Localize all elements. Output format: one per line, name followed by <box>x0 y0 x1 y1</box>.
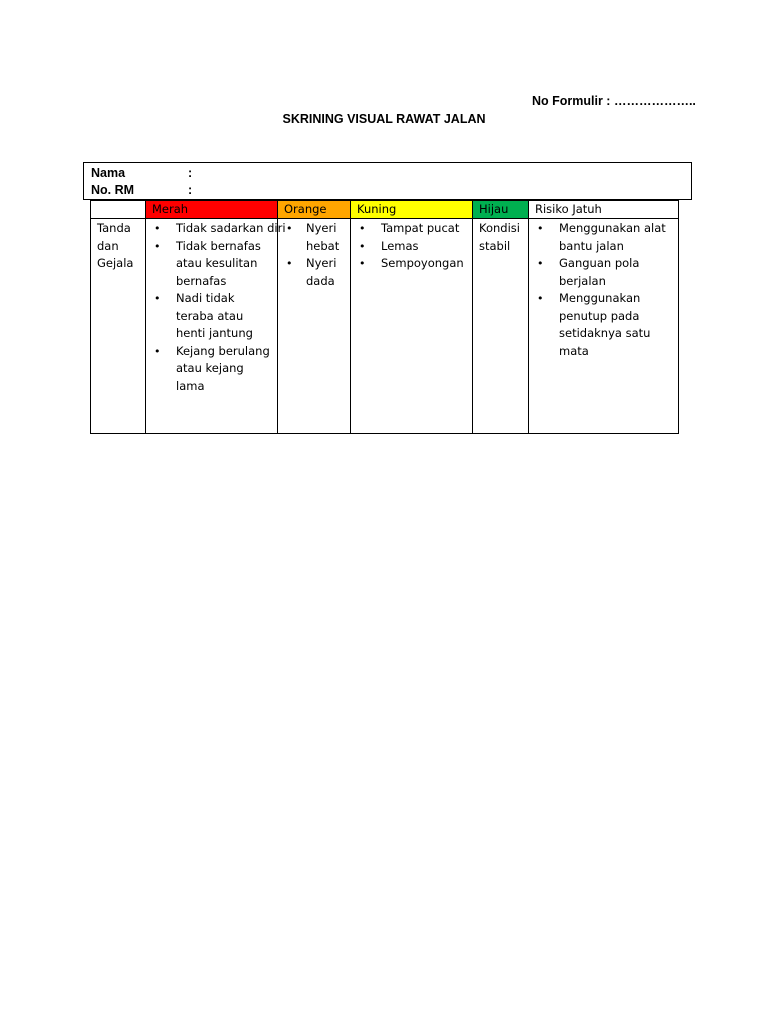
patient-name-colon: : <box>188 166 193 180</box>
orange-list <box>278 219 350 290</box>
table-header-row <box>91 201 679 219</box>
row-label: Tanda dan Gejala <box>97 221 134 270</box>
list-item: • Nyeri hebat <box>284 220 348 255</box>
header-empty-cell <box>91 201 146 219</box>
risiko-cell <box>529 219 679 434</box>
list-item: • Kejang berulang atau kejang lama <box>152 343 275 396</box>
list-item: • Sempoyongan <box>357 255 470 273</box>
form-number: No Formulir : ……………….. <box>532 94 696 108</box>
header-merah <box>146 201 278 219</box>
patient-rm-label: No. RM <box>91 183 135 197</box>
patient-rm-row <box>91 183 193 197</box>
list-item: • Lemas <box>357 238 470 256</box>
merah-list <box>146 219 286 395</box>
header-kuning <box>351 201 473 219</box>
hijau-text: Kondisi stabil <box>479 221 520 253</box>
risiko-list <box>529 219 678 360</box>
list-item: • Tidak sadarkan diri <box>152 220 275 238</box>
orange-cell <box>278 219 351 434</box>
header-risiko-label: Risiko Jatuh <box>529 201 678 218</box>
list-item: • Ganguan pola berjalan <box>535 255 676 290</box>
row-label-cell <box>91 219 146 434</box>
table-body-row <box>91 219 679 434</box>
list-item: • Tampat pucat <box>357 220 470 238</box>
kuning-list <box>351 219 472 273</box>
header-risiko-jatuh <box>529 201 679 219</box>
triage-table <box>90 200 679 434</box>
patient-info-box <box>83 162 692 200</box>
header-merah-label: Merah <box>146 201 277 218</box>
list-item: • Menggunakan penutup pada setidaknya satu mata <box>535 290 676 360</box>
header-orange <box>278 201 351 219</box>
list-item: • Menggunakan alat bantu jalan <box>535 220 676 255</box>
hijau-cell <box>473 219 529 434</box>
page-title: SKRINING VISUAL RAWAT JALAN <box>282 112 486 126</box>
patient-rm-colon: : <box>188 183 193 197</box>
merah-cell <box>146 219 286 434</box>
list-item: • Nadi tidak teraba atau henti jantung <box>152 290 275 343</box>
header-hijau <box>473 201 529 219</box>
header-kuning-label: Kuning <box>351 201 472 218</box>
header-orange-label: Orange <box>278 201 350 218</box>
kuning-cell <box>351 219 473 434</box>
patient-name-label: Nama <box>91 166 126 180</box>
list-item: • Nyeri dada <box>284 255 348 290</box>
patient-name-row <box>91 166 193 180</box>
header-hijau-label: Hijau <box>473 201 528 218</box>
list-item: • Tidak bernafas atau kesulitan bernafas <box>152 238 275 291</box>
